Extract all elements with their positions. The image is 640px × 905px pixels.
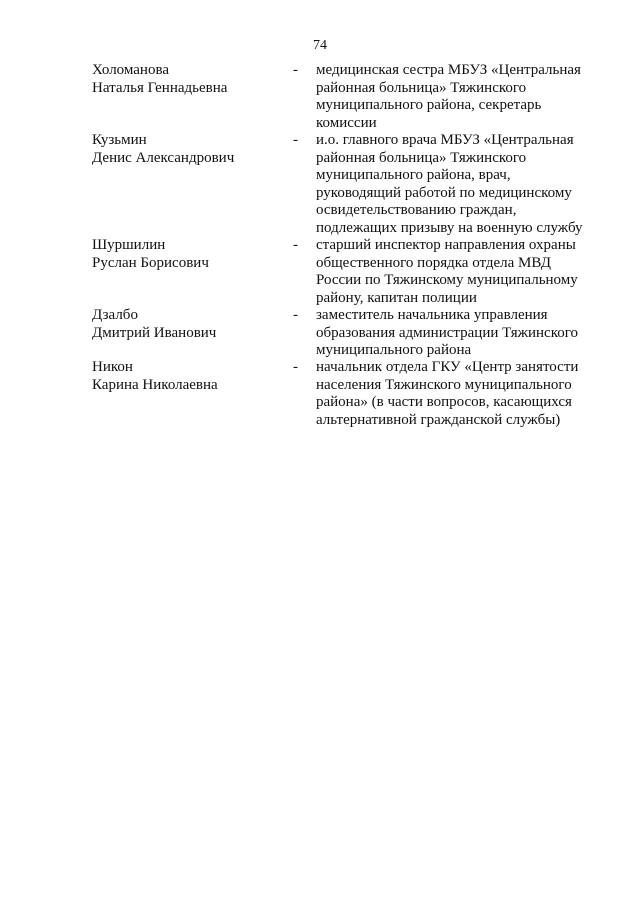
position-line: районная больница» Тяжинского: [316, 149, 527, 166]
position-line: старший инспектор направления охраны: [316, 237, 576, 253]
member-given-names: Руслан Борисович: [92, 254, 209, 271]
position-line: руководящий работой по медицинскому: [316, 184, 572, 201]
commission-members-list: [0, 62, 640, 429]
member-given-names: Карина Николаевна: [92, 376, 218, 393]
position-line: муниципального района, секретарь: [316, 97, 542, 113]
member-surname: Никон: [92, 359, 133, 375]
position-line: муниципального района: [316, 342, 472, 358]
member-given-names: Дмитрий Иванович: [92, 324, 217, 341]
position-line: альтернативной гражданской службы): [316, 411, 561, 428]
member-position: [316, 359, 601, 429]
member-name: [92, 132, 282, 167]
member-given-names: Денис Александрович: [92, 149, 235, 166]
member-surname: Шуршилин: [92, 237, 166, 253]
member-entry: [0, 359, 640, 429]
member-name: [92, 62, 282, 97]
separator-dash: -: [293, 237, 298, 253]
position-line: образования администрации Тяжинского: [316, 324, 578, 341]
member-name: [92, 359, 282, 394]
member-entry: [0, 237, 640, 307]
position-line: медицинская сестра МБУЗ «Центральная: [316, 62, 581, 78]
position-line: подлежащих призыву на военную службу: [316, 219, 583, 236]
separator-dash: -: [293, 307, 298, 323]
member-name: [92, 307, 282, 342]
member-position: [316, 62, 601, 132]
position-line: муниципального района, врач,: [316, 167, 511, 183]
member-surname: Холоманова: [92, 62, 170, 78]
position-line: общественного порядка отдела МВД: [316, 254, 552, 271]
member-surname: Дзалбо: [92, 307, 138, 323]
position-line: России по Тяжинскому муниципальному: [316, 272, 578, 288]
position-line: и.о. главного врача МБУЗ «Центральная: [316, 132, 574, 148]
separator-dash: -: [293, 132, 298, 148]
separator-dash: -: [293, 62, 298, 78]
member-entry: [0, 62, 640, 132]
member-entry: [0, 132, 640, 237]
member-surname: Кузьмин: [92, 132, 147, 148]
position-line: населения Тяжинского муниципального: [316, 376, 572, 393]
position-line: освидетельствованию граждан,: [316, 202, 517, 218]
member-position: [316, 307, 601, 360]
member-name: [92, 237, 282, 272]
member-position: [316, 237, 601, 307]
position-line: начальник отдела ГКУ «Центр занятости: [316, 359, 579, 375]
position-line: заместитель начальника управления: [316, 307, 548, 323]
member-position: [316, 132, 601, 237]
position-line: комиссии: [316, 114, 377, 131]
position-line: района» (в части вопросов, касающихся: [316, 394, 572, 410]
member-given-names: Наталья Геннадьевна: [92, 79, 228, 96]
separator-dash: -: [293, 359, 298, 375]
page-number: 74: [313, 38, 327, 53]
member-entry: [0, 307, 640, 359]
position-line: району, капитан полиции: [316, 289, 477, 306]
position-line: районная больница» Тяжинского: [316, 79, 527, 96]
